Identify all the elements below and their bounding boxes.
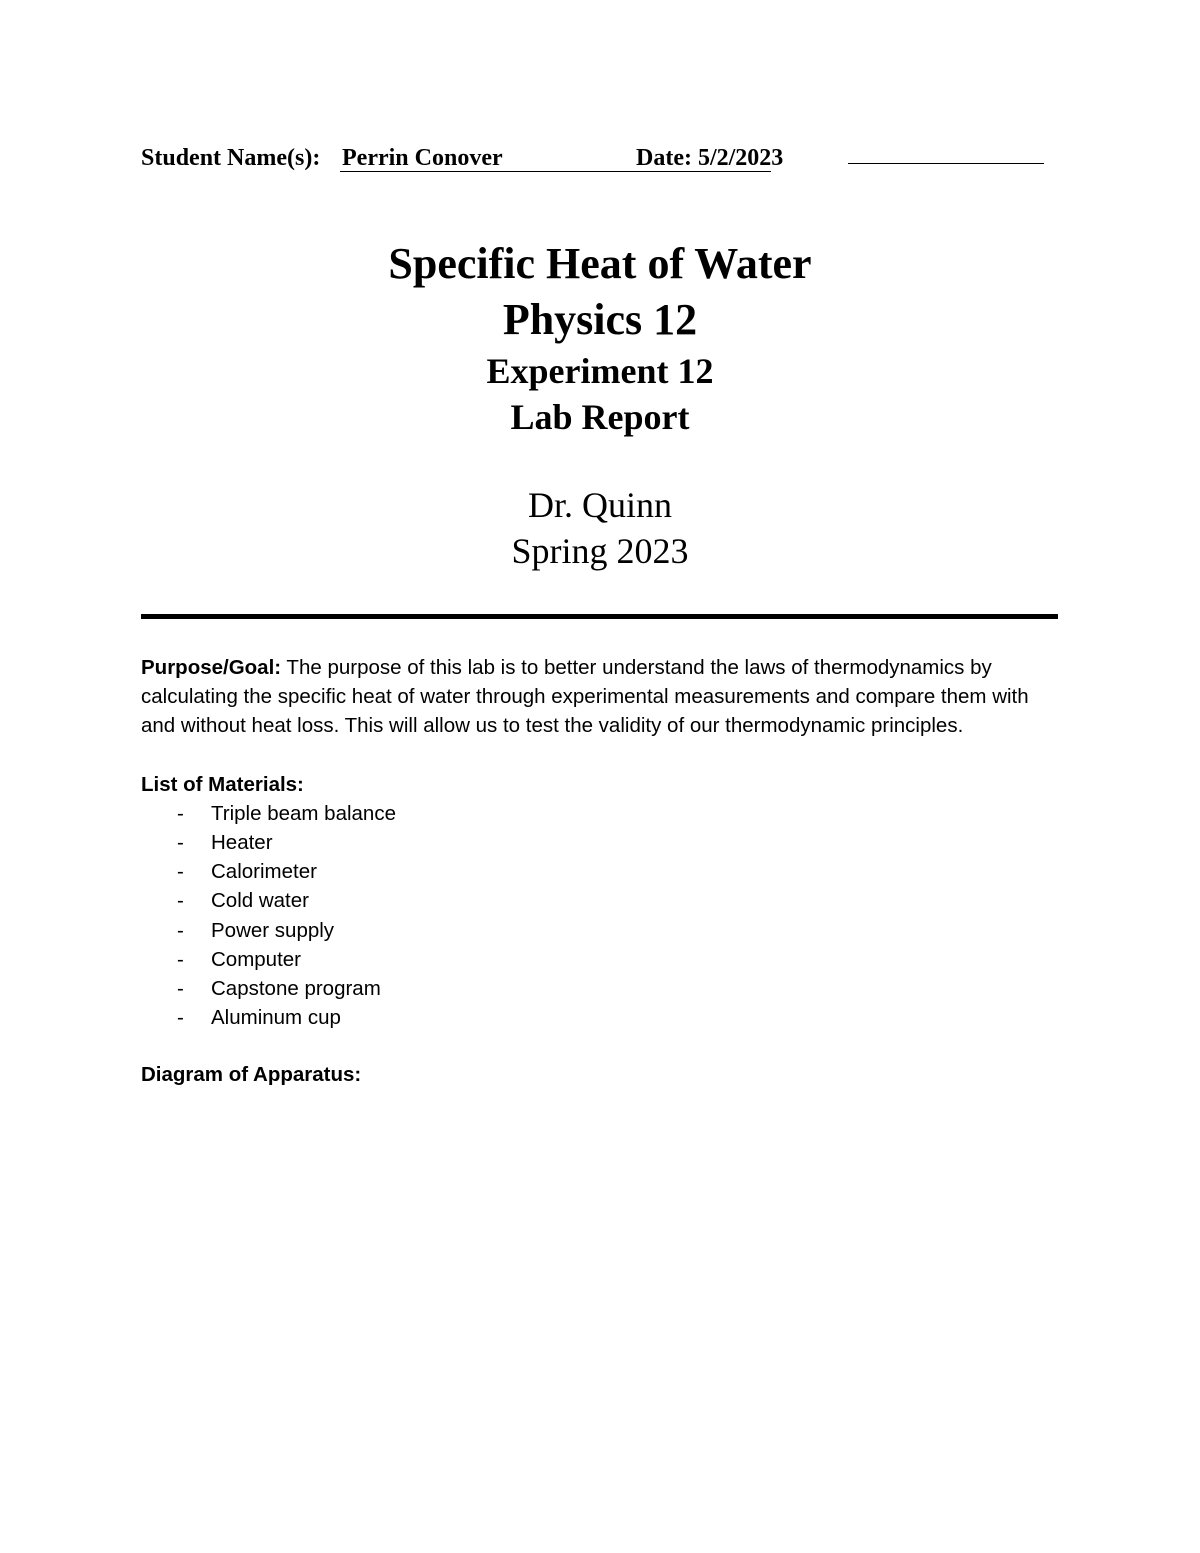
list-item xyxy=(141,886,1061,915)
list-item xyxy=(141,857,1061,886)
list-item-text: Cold water xyxy=(211,889,309,913)
date-field xyxy=(636,143,783,173)
list-item xyxy=(141,916,1061,945)
list-bullet: - xyxy=(177,889,184,913)
instructor-name: Dr. Quinn xyxy=(528,485,672,525)
list-bullet: - xyxy=(177,918,184,942)
list-item xyxy=(141,974,1061,1003)
date-value: 5/2/2023 xyxy=(697,145,784,171)
diagram-heading: Diagram of Apparatus: xyxy=(141,1063,362,1087)
course-title: Physics 12 xyxy=(502,295,698,344)
list-bullet: - xyxy=(177,831,184,855)
list-bullet: - xyxy=(177,947,184,971)
report-type: Lab Report xyxy=(510,397,690,437)
list-bullet: - xyxy=(177,1006,184,1030)
list-item xyxy=(141,945,1061,974)
list-item-text: Heater xyxy=(211,831,273,855)
report-title: Specific Heat of Water xyxy=(388,239,812,288)
list-item xyxy=(141,828,1061,857)
list-item xyxy=(141,1003,1061,1032)
experiment-title: Experiment 12 xyxy=(486,351,714,391)
list-bullet: - xyxy=(177,977,184,1001)
term: Spring 2023 xyxy=(511,531,689,571)
list-item xyxy=(141,799,1061,828)
list-item-text: Computer xyxy=(211,947,302,971)
list-item-text: Calorimeter xyxy=(211,860,317,884)
purpose-paragraph xyxy=(141,653,1061,741)
list-bullet: - xyxy=(177,801,184,825)
list-item-text: Triple beam balance xyxy=(211,801,396,825)
title-block xyxy=(0,236,1200,574)
date-label: Date: xyxy=(636,145,692,171)
blank-signature-line xyxy=(848,143,1044,164)
purpose-text: The purpose of this lab is to better understand the laws of thermodynamics by calculating the specific heat of water through experimental measurements and compare them with and without heat loss. This will allow us to test the validity of our thermodynamic principles. xyxy=(141,656,1029,738)
materials-heading: List of Materials: xyxy=(141,772,304,796)
list-item-text: Aluminum cup xyxy=(211,1006,341,1030)
horizontal-divider xyxy=(141,614,1058,619)
report-body xyxy=(141,653,1061,1090)
list-bullet: - xyxy=(177,860,184,884)
student-name-value: Perrin Conover xyxy=(342,145,503,171)
student-name-label: Student Name(s): xyxy=(141,145,321,171)
materials-list xyxy=(141,799,1061,1033)
list-item-text: Power supply xyxy=(211,918,335,942)
student-header xyxy=(141,143,1051,175)
list-item-text: Capstone program xyxy=(211,977,381,1001)
purpose-label: Purpose/Goal: xyxy=(141,656,282,679)
